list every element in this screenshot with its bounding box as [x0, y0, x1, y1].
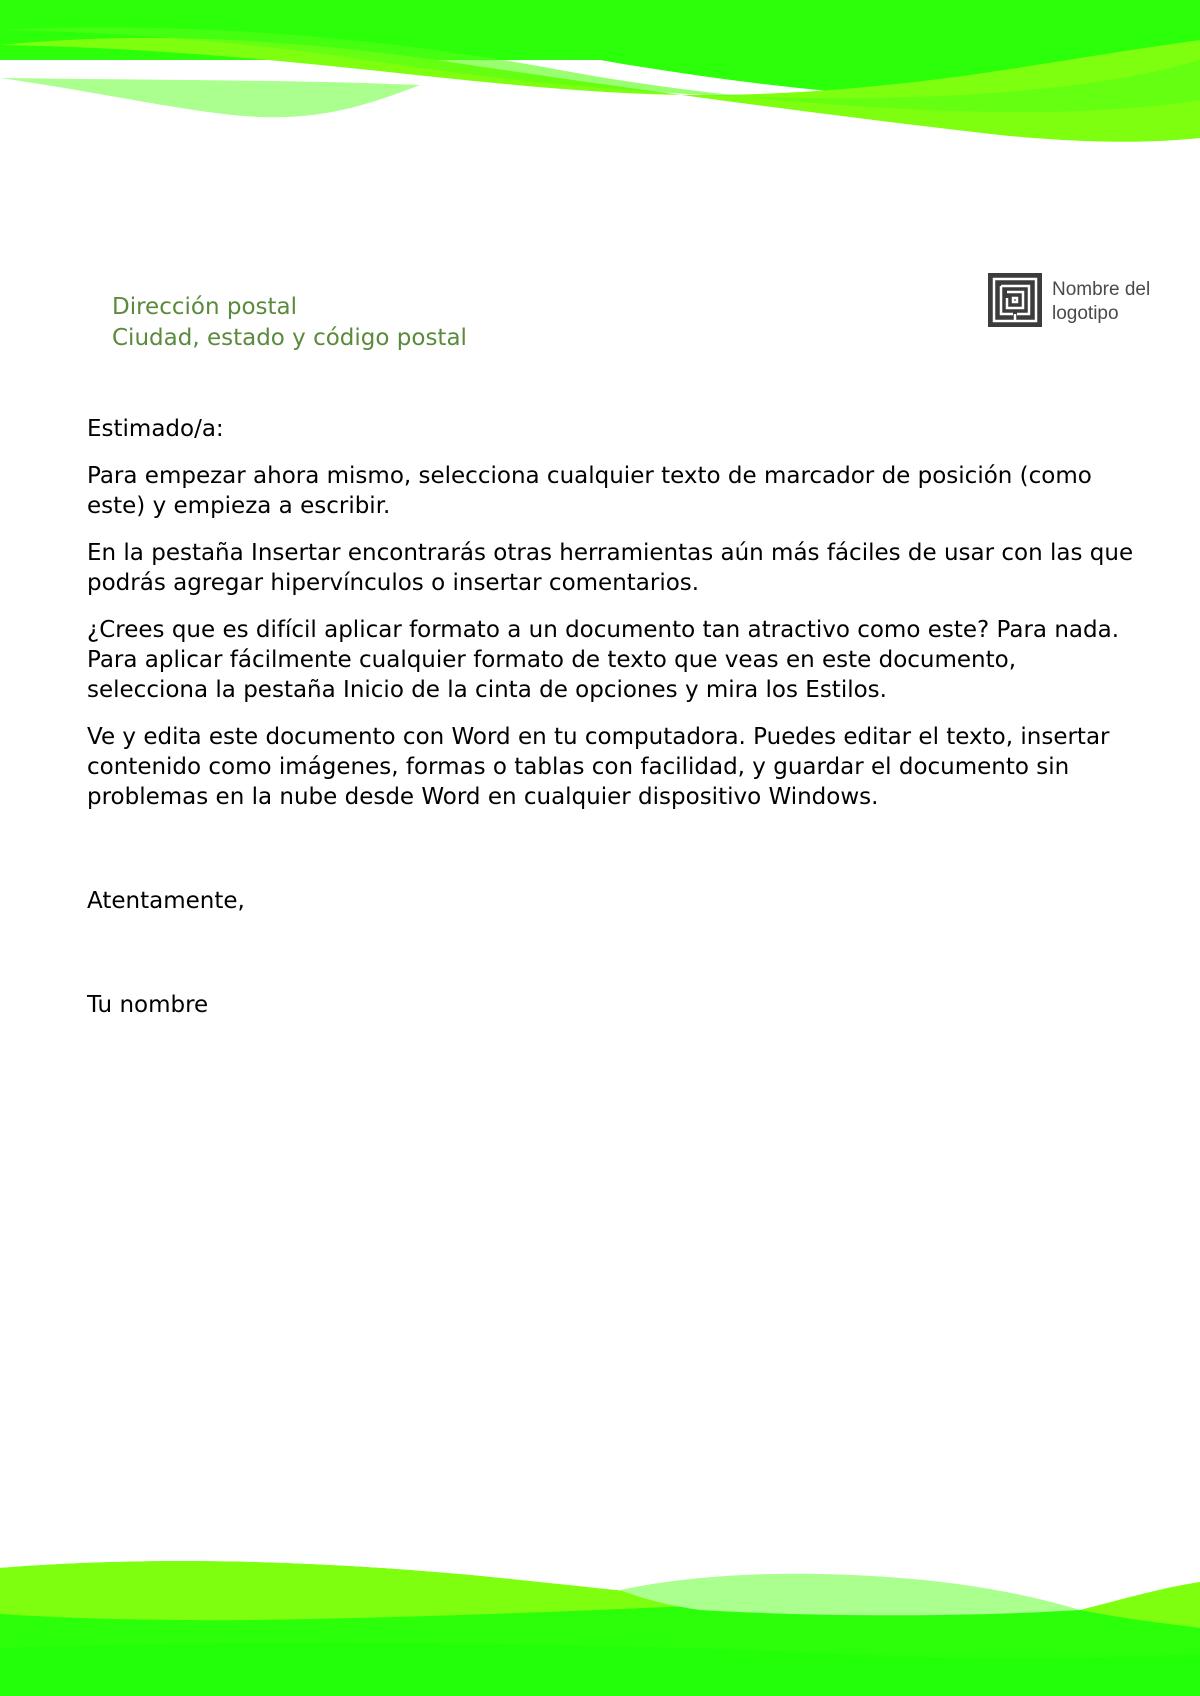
- header-wave-decoration: [0, 0, 1200, 150]
- closing[interactable]: Atentamente,: [87, 888, 245, 914]
- greeting[interactable]: Estimado/a:: [87, 416, 224, 442]
- body-paragraph-3[interactable]: ¿Crees que es difícil aplicar formato a un documento tan atractivo como este? Para nada. Para aplicar fácilmente cualquier formato de texto que veas en este documento, selecciona la pestaña Inicio de la cinta de opciones y mira los Estilos.: [87, 617, 1120, 703]
- body-paragraph-4[interactable]: Ve y edita este documento con Word en tu computadora. Puedes editar el texto, insertar contenido como imágenes, formas o tablas con facilidad, y guardar el documento sin problemas en la nube desde Word en cualquier dispositivo Windows.: [87, 724, 1110, 810]
- company-logo[interactable]: [988, 273, 1188, 329]
- address-line[interactable]: Dirección postal: [112, 294, 297, 320]
- footer-wave-decoration: [0, 1548, 1200, 1696]
- sender-address-block: [112, 292, 467, 354]
- body-paragraph-1[interactable]: Para empezar ahora mismo, selecciona cualquier texto de marcador de posición (como este) y empieza a escribir.: [87, 463, 1092, 519]
- body-paragraph-2[interactable]: En la pestaña Insertar encontrarás otras herramientas aún más fáciles de usar con las que podrás agregar hipervínculos o insertar comentarios.: [87, 540, 1134, 596]
- signature-name[interactable]: Tu nombre: [87, 992, 209, 1018]
- logo-name: Nombre del logotipo: [1052, 279, 1151, 324]
- city-state-zip-line[interactable]: Ciudad, estado y código postal: [112, 325, 467, 351]
- letter-body: [87, 414, 1137, 829]
- maze-logo-icon: [988, 273, 1042, 327]
